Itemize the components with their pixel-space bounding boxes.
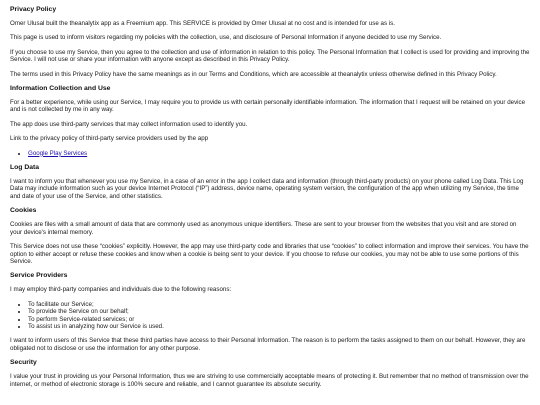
list-item: • To facilitate our Service; — [28, 301, 530, 308]
service-providers-paragraph-1: I may employ third-party companies and individuals due to the following reasons: — [10, 286, 232, 294]
section-heading-service-providers: Service Providers — [10, 272, 68, 280]
information-collection-paragraph-3: Link to the privacy policy of third-party service providers used by the app — [10, 135, 209, 143]
intro-paragraph-3: If you choose to use my Service, then you agree to the collection and use of information in relation to this policy. The Personal Information that I collect is used for providing and improving the Service. I will not use or share your information with anyone except as described in this Privacy Policy. — [10, 48, 530, 64]
list-item: • To provide the Service on our behalf; — [28, 308, 530, 315]
section-heading-information-collection: Information Collection and Use — [10, 85, 111, 93]
list-item — [28, 150, 530, 157]
information-collection-paragraph-2: The app does use third-party services that may collect information used to identify you. — [10, 120, 248, 128]
list-item: • To assist us in analyzing how our Service is used. — [28, 323, 530, 330]
section-heading-log-data: Log Data — [10, 164, 40, 172]
third-party-links-list — [10, 150, 530, 157]
log-data-paragraph: I want to inform you that whenever you use my Service, in a case of an error in the app I collect data and information (through third-party products) on your phone called Log Data. This Log Data may include information such as your device Internet Protocol (“IP”) address, device name, operating system version, the configuration of the app when utilizing my Service, the time and date of your use of the Service, and other statistics. — [10, 178, 524, 200]
cookies-paragraph-1: Cookies are files with a small amount of data that are commonly used as anonymous unique identifiers. These are sent to your browser from the websites that you visit and are stored on your device's internal memory. — [10, 221, 517, 236]
service-providers-reasons-list — [10, 301, 530, 331]
section-heading-cookies: Cookies — [10, 207, 37, 215]
intro-paragraph-2: This page is used to inform visitors regarding my policies with the collection, use, and disclosure of Personal Information if anyone decided to use my Service. — [10, 34, 442, 42]
page-title: Privacy Policy — [10, 6, 57, 13]
security-paragraph: I value your trust in providing us your Personal Information, thus we are striving to use commercially acceptable means of protecting it. But remember that no method of transmission over the internet, or method of electronic storage is 100% secure and reliable, and I cannot guarantee its absolute security. — [10, 373, 529, 388]
section-heading-security: Security — [10, 359, 37, 367]
intro-paragraph-4: The terms used in this Privacy Policy have the same meanings as in our Terms and Conditions, which are accessible at theanalytix unless otherwise defined in this Privacy Policy. — [10, 70, 497, 78]
service-providers-paragraph-2: I want to inform users of this Service that these third parties have access to their Personal Information. The reason is to perform the tasks assigned to them on our behalf. However, they are obligated not to disclose or use the information for any other purpose. — [10, 337, 526, 352]
information-collection-paragraph-1: For a better experience, while using our Service, I may require you to provide us with certain personally identifiable information. The information that I request will be retained on your device and is not collected by me in any way. — [10, 99, 526, 114]
cookies-paragraph-2: This Service does not use these “cookies” explicitly. However, the app may use third-party code and libraries that use “cookies” to collect information and improve their services. You have the option to either accept or refuse these cookies and know when a cookie is being sent to your device. If you choose to refuse our cookies, you may not be able to use some portions of this Service. — [10, 243, 529, 265]
intro-paragraph-1: Omer Ulusal built the theanalytix app as a Freemium app. This SERVICE is provided by Omer Ulusal at no cost and is intended for use as is. — [10, 20, 395, 27]
google-play-services-link[interactable]: Google Play Services — [28, 149, 88, 157]
list-item: • To perform Service-related services; or — [28, 316, 530, 323]
